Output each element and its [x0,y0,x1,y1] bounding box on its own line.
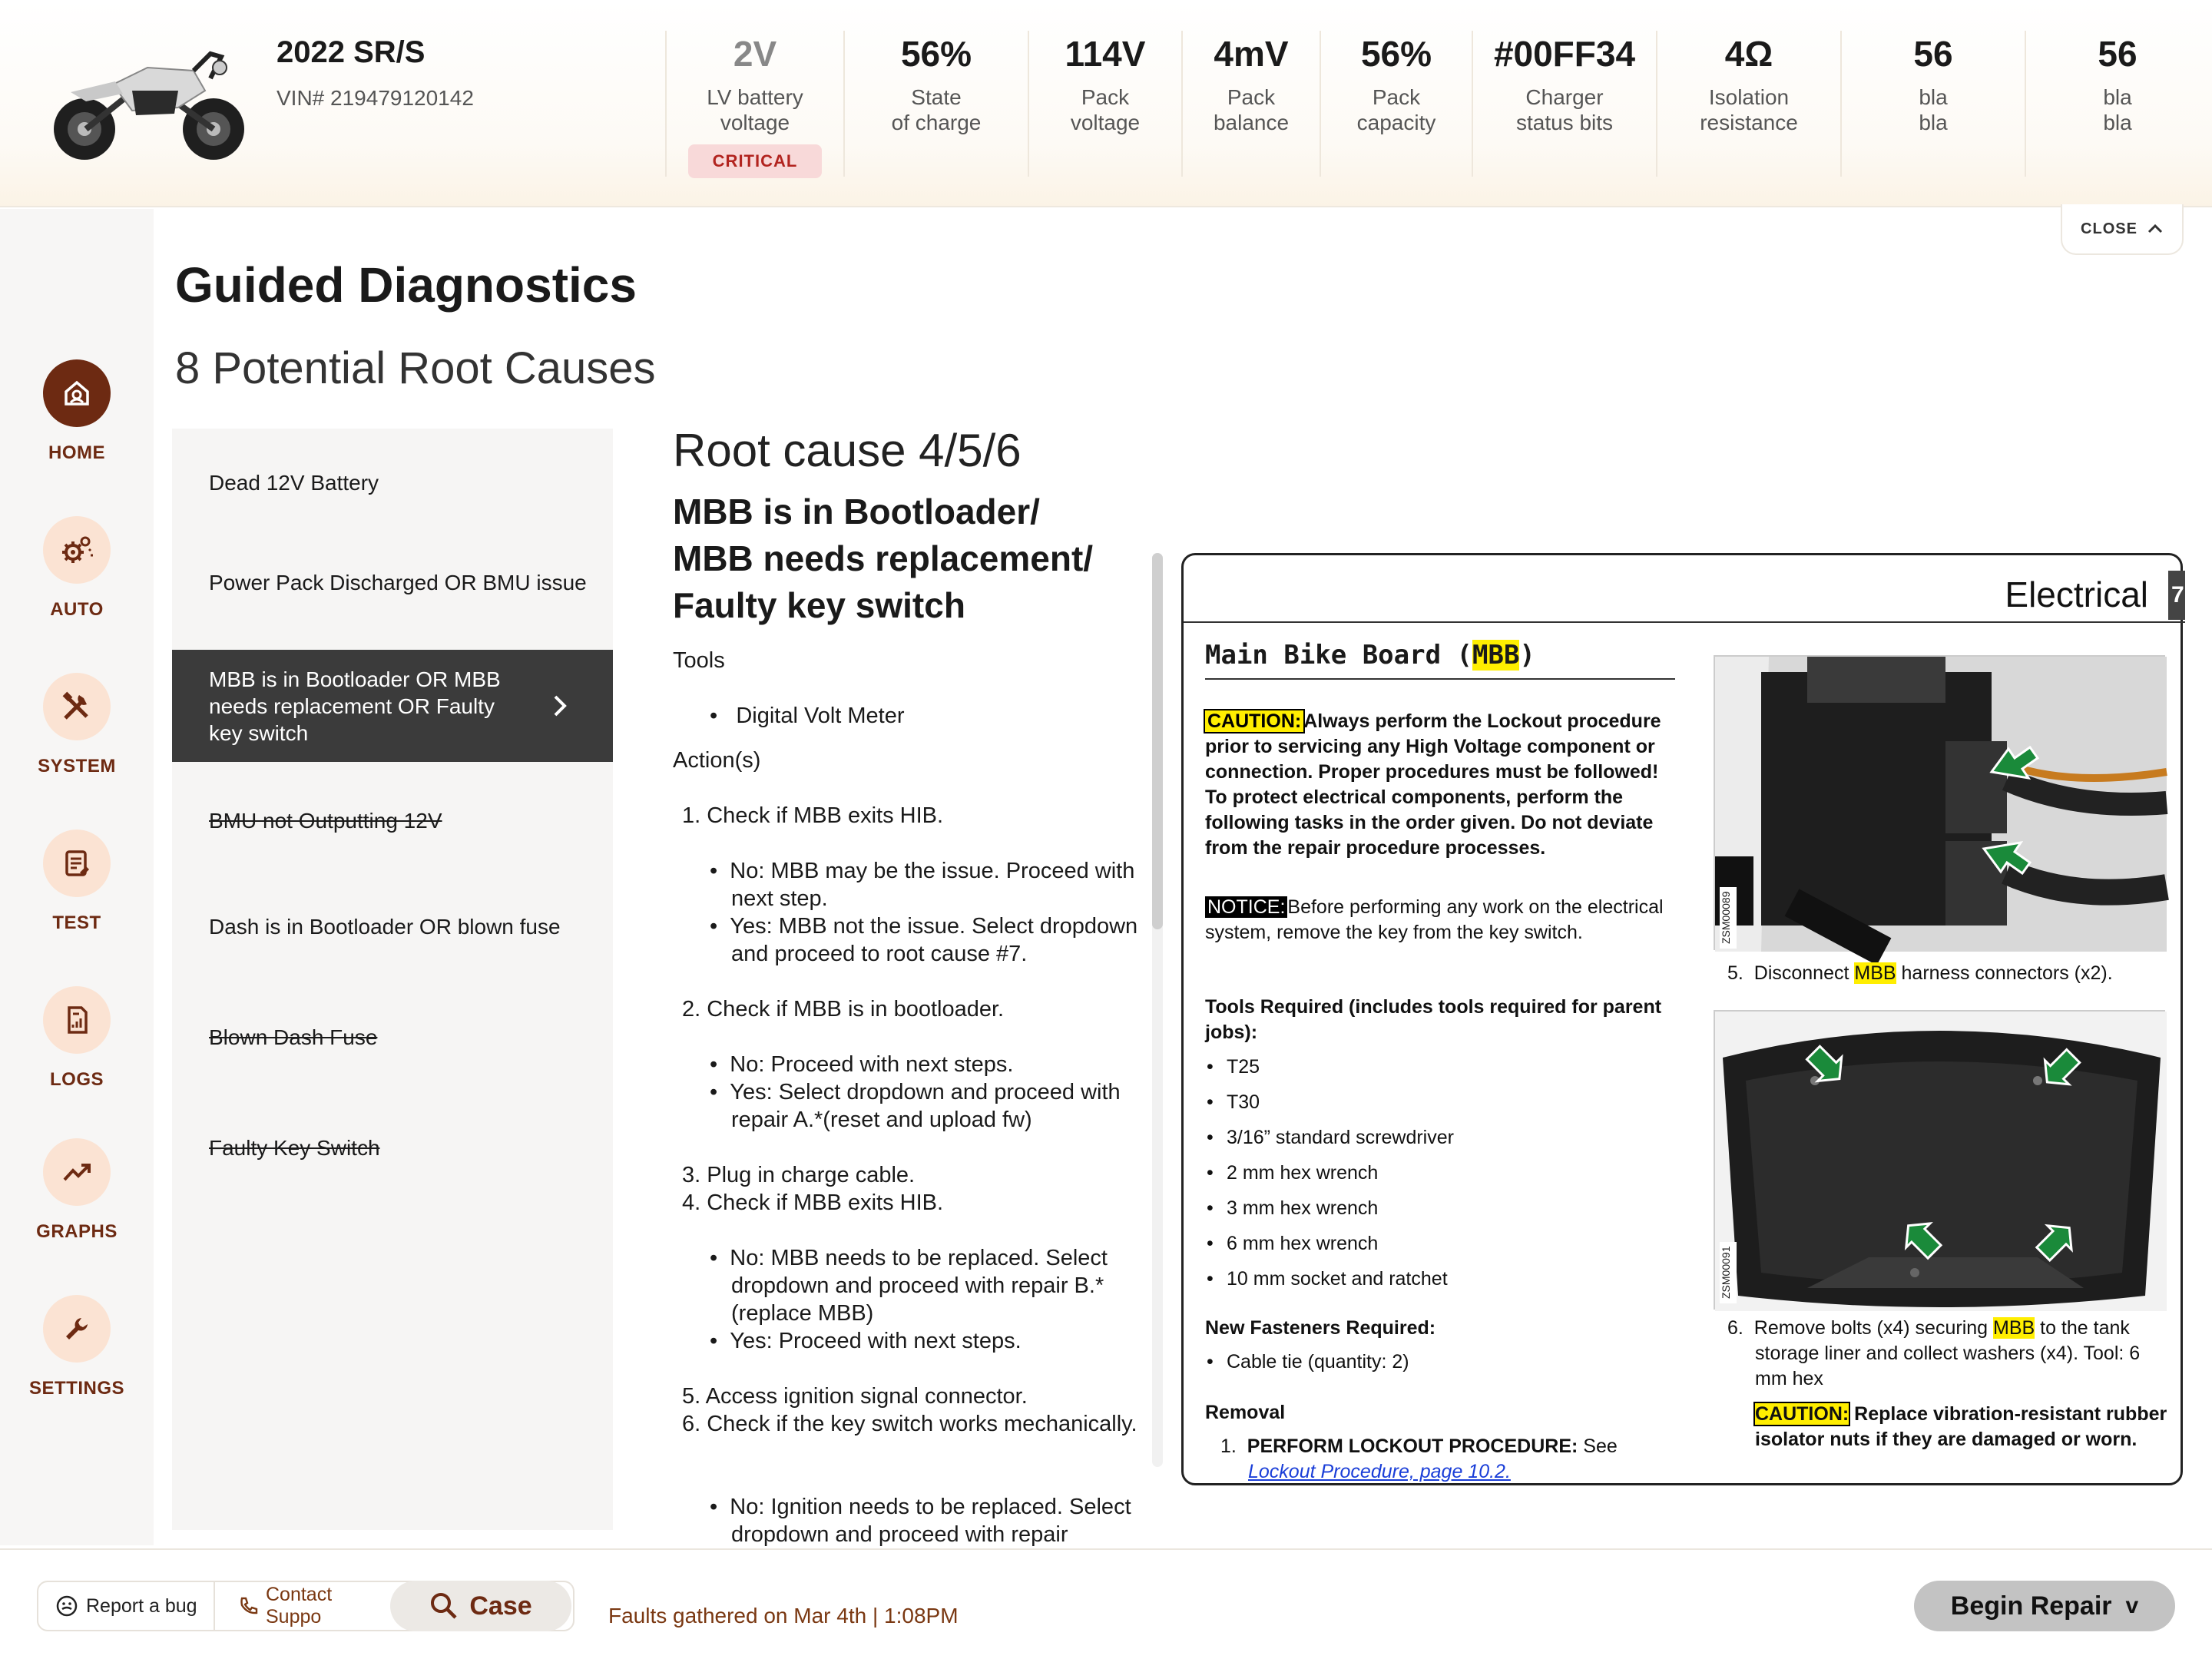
step-no: • No: Ignition needs to be replaced. Select dropdown and proceed with repair [710,1495,1131,1547]
service-manual-page [1181,553,2183,1485]
stat-bla-2 [2025,31,2209,177]
stat-value: 56 [1913,34,1953,74]
chevron-down-icon: v [2125,1593,2139,1618]
manual-tool: • 3 mm hex wrench [1227,1197,1378,1220]
step-no: • No: MBB may be the issue. Proceed with next step. [710,859,1135,911]
step: 1. Check if MBB exits HIB. [682,803,944,828]
wrench-icon [43,1295,111,1363]
manual-fastener: • Cable tie (quantity: 2) [1227,1351,1409,1373]
manual-tool: • T25 [1227,1056,1260,1078]
tank-liner-photo [1714,1010,2165,1310]
tank-photo-graphic [1715,1012,2167,1311]
tools-icon [43,673,111,740]
stat-label: Isolation resistance [1700,85,1798,134]
cause-item[interactable] [172,452,613,513]
stat-value: 2V [733,34,777,74]
manual-notice: NOTICE: Before performing any work on the electrical system, remove the key from the key switch. [1205,896,1664,943]
manual-heading: Main Bike Board (MBB) [1205,640,1675,680]
stat-label: Pack balance [1213,85,1290,134]
stat-value: 4mV [1214,34,1289,74]
manual-tool: • 10 mm socket and ratchet [1227,1268,1448,1290]
manual-removal-heading: Removal [1205,1402,1286,1423]
nav-label: SETTINGS [28,1378,124,1399]
scrollbar-thumb[interactable] [1152,553,1163,929]
nav-label: LOGS [49,1069,104,1090]
page-title: Guided Diagnostics [175,257,637,313]
stat-label: LV battery voltage [707,85,803,134]
mbb-connector-photo [1714,655,2165,950]
manual-caption-5: 5. Disconnect MBB harness connectors (x2). [1727,962,2113,984]
photo-code: ZSM00091 [1720,1242,1737,1303]
step: 3. Plug in charge cable. [682,1163,916,1187]
lockout-procedure-link[interactable]: Lockout Procedure, page 10.2. [1248,1461,1511,1482]
stat-value: 4Ω [1724,34,1773,74]
begin-repair-label: Begin Repair [1950,1591,2112,1621]
cause-item-active[interactable] [172,650,613,762]
manual-fasteners-heading: New Fasteners Required: [1205,1317,1436,1339]
heading-line: MBB needs replacement/ [673,538,1094,578]
heading-line: MBB is in Bootloader/ [673,492,1040,531]
manual-tool: • T30 [1227,1091,1260,1114]
manual-tool: • 6 mm hex wrench [1227,1233,1378,1255]
cause-label: Power Pack Discharged OR BMU issue [209,570,587,594]
chevron-up-icon [2147,224,2164,234]
case-label: Case [469,1591,532,1621]
close-label: CLOSE [2081,220,2137,237]
cause-item[interactable] [172,903,613,949]
stat-state-of-charge [843,31,1028,177]
manual-caution-2: CAUTION: Replace vibration-resistant rubber isolator nuts if they are damaged or worn. [1755,1403,2167,1450]
cause-label: Dash is in Bootloader OR blown fuse [209,914,561,939]
manual-section-tab: 7 [2168,571,2185,620]
critical-badge: CRITICAL [688,144,823,178]
stat-bla-1 [1840,31,2025,177]
heading-line: Faulty key switch [673,585,965,625]
stat-value: #00FF34 [1493,34,1636,74]
manual-tool: • 3/16” standard screwdriver [1227,1127,1454,1149]
nav-test[interactable] [0,830,154,934]
nav-label: GRAPHS [36,1221,118,1242]
manual-section-bar [1184,555,2185,623]
contact-support-label: Contact Suppo [266,1584,333,1628]
root-cause-list [172,429,613,1530]
divider [214,1582,215,1630]
nav-label: TEST [52,912,101,933]
begin-repair-button[interactable] [1914,1581,2175,1631]
sidebar-nav [0,209,154,1545]
steps-scrollbar[interactable] [1152,553,1163,1467]
search-icon [429,1591,459,1621]
stat-pack-capacity [1320,31,1472,177]
stat-charger-status [1472,31,1656,177]
cause-label: Dead 12V Battery [209,470,379,495]
cause-item[interactable] [172,797,613,843]
nav-system[interactable] [0,673,154,777]
report-bug-label: Report a bug [86,1594,197,1617]
smiley-icon [55,1594,78,1618]
manual-section-title: Electrical [2005,575,2148,614]
cause-item[interactable] [172,1014,613,1060]
manual-tool: • 2 mm hex wrench [1227,1162,1378,1184]
stat-value: 56% [1360,34,1432,74]
contact-support-button[interactable] [238,1582,392,1630]
page-subtitle: 8 Potential Root Causes [175,343,656,393]
vehicle-vin: VIN# 219479120142 [276,86,474,110]
nav-auto[interactable] [0,516,154,621]
root-cause-counter: Root cause 4/5/6 [673,425,1022,476]
test-clipboard-icon [43,830,111,897]
stat-label: Pack voltage [1070,85,1141,134]
stat-value: 56 [2098,34,2137,74]
mbb-photo-graphic [1715,657,2167,952]
close-header-button[interactable] [2061,204,2184,255]
nav-logs[interactable] [0,986,154,1091]
stat-pack-voltage [1028,31,1181,177]
step-no: • No: Proceed with next steps. [710,1052,1014,1077]
cause-item[interactable] [172,1124,613,1171]
vehicle-header [0,0,2212,207]
step-no: • No: MBB needs to be replaced. Select dropdown and proceed with repair B.*(replace MBB) [710,1246,1108,1326]
manual-caption-6: 6. Remove bolts (x4) securing MBB to the tank storage liner and collect washers (x4). Tool: 6 mm hex [1727,1317,2141,1389]
stat-lv-battery [665,31,843,177]
nav-graphs[interactable] [0,1138,154,1243]
cause-label: Blown Dash Fuse [209,1025,378,1049]
stat-label: State of charge [891,85,982,134]
auto-gears-icon [43,516,111,584]
step: 2. Check if MBB is in bootloader. [682,997,1005,1022]
nav-home[interactable] [0,359,154,464]
manual-caution: CAUTION: Always perform the Lockout procedure prior to servicing any High Voltage component or connection. Proper procedures must be followed! To protect electrical components, perform the following tasks in the order given. Do not deviate from the repair procedure processes. [1205,710,1661,859]
stat-label: Charger status bits [1515,85,1614,134]
trend-icon [43,1138,111,1206]
case-button[interactable] [390,1581,571,1631]
vehicle-model: 2022 SR/S [276,35,426,69]
cause-item[interactable] [172,544,587,621]
step: 6. Check if the key switch works mechanically. [682,1412,1137,1436]
root-cause-steps [673,641,1152,1547]
cause-label: BMU not Outputting 12V [209,808,442,833]
stat-label: bla bla [1919,85,1948,134]
stat-label: Pack capacity [1356,85,1436,134]
actions-label: Action(s) [673,748,761,773]
nav-label: HOME [48,442,105,463]
step: 4. Check if MBB exits HIB. [682,1190,944,1215]
root-cause-heading [673,488,1164,629]
chevron-right-icon [553,694,567,717]
home-icon [43,359,111,427]
manual-tools-heading: Tools Required (includes tools required for parent jobs): [1205,996,1662,1043]
tool-item: • Digital Volt Meter [710,704,905,728]
stat-isolation-resistance [1656,31,1840,177]
nav-label: SYSTEM [38,756,116,777]
motorcycle-image [40,31,255,165]
footer-bar [0,1548,2212,1659]
nav-label: AUTO [50,599,104,620]
tools-label: Tools [673,648,725,673]
step-yes: • Yes: Select dropdown and proceed with repair A.*(reset and upload fw) [710,1080,1121,1132]
stat-label: bla bla [2103,85,2132,134]
stat-value: 56% [900,34,972,74]
stat-pack-balance [1181,31,1320,177]
faults-timestamp: Faults gathered on Mar 4th | 1:08PM [608,1604,959,1628]
step-yes: • Yes: Proceed with next steps. [710,1329,1022,1353]
step-yes: • Yes: MBB not the issue. Select dropdown and proceed to root cause #7. [710,914,1138,966]
phone-icon [238,1596,258,1616]
stat-value: 114V [1065,34,1146,74]
cause-label: MBB is in Bootloader OR MBB needs replacement OR Faulty key switch [209,667,501,745]
step: 5. Access ignition signal connector. [682,1384,1028,1409]
report-bug-button[interactable] [55,1582,197,1630]
cause-label: Faulty Key Switch [209,1135,380,1160]
logs-icon [43,986,111,1054]
manual-removal-step: 1. PERFORM LOCKOUT PROCEDURE: See Lockout Procedure, page 10.2. [1220,1435,1618,1482]
nav-settings[interactable] [0,1295,154,1399]
photo-code: ZSM00089 [1720,887,1737,949]
